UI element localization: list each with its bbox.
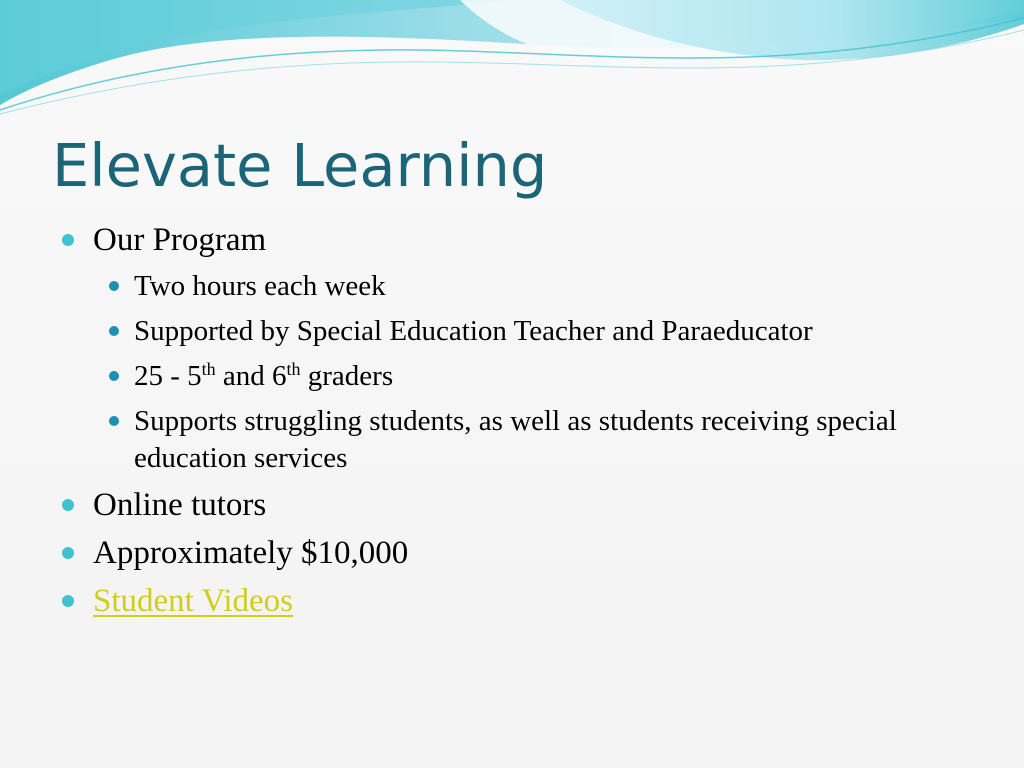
bullet-dot-icon xyxy=(62,499,74,511)
sub-bullet-dot-icon xyxy=(109,371,119,381)
sub-bullet-item-grades xyxy=(103,358,932,395)
bullet-dot-icon xyxy=(62,547,74,559)
grades-middle: and 6 xyxy=(215,360,287,392)
bullet-item-our-program xyxy=(62,220,932,477)
bullet-dot-icon xyxy=(62,234,74,246)
bullet-text: Our Program xyxy=(93,222,267,258)
sub-bullet-dot-icon xyxy=(109,416,119,426)
grades-suffix: graders xyxy=(300,360,394,392)
sub-bullet-item xyxy=(103,268,932,305)
sub-bullet-item xyxy=(103,403,932,477)
bullet-item-student-videos xyxy=(62,581,932,621)
bullet-list xyxy=(62,220,932,629)
student-videos-link[interactable]: Student Videos xyxy=(93,583,293,619)
sub-bullet-dot-icon xyxy=(109,326,119,336)
bullet-item-online-tutors xyxy=(62,485,932,525)
bullet-text: Online tutors xyxy=(93,487,267,523)
ordinal-suffix: th xyxy=(201,359,216,380)
header-wave-decoration xyxy=(0,0,1024,120)
sub-bullet-dot-icon xyxy=(109,281,119,291)
grades-prefix: 25 - 5 xyxy=(134,360,202,392)
sub-bullet-text: Supports struggling students, as well as students receiving special education services xyxy=(134,405,897,474)
bullet-dot-icon xyxy=(62,595,74,607)
sub-bullet-text: Supported by Special Education Teacher and Paraeducator xyxy=(134,315,813,347)
sub-bullet-list xyxy=(93,268,932,477)
sub-bullet-text: Two hours each week xyxy=(134,270,386,302)
bullet-text: Approximately $10,000 xyxy=(93,535,409,571)
bullet-item-cost xyxy=(62,533,932,573)
slide-title: Elevate Learning xyxy=(52,131,548,200)
ordinal-suffix: th xyxy=(286,359,301,380)
sub-bullet-item xyxy=(103,313,932,350)
